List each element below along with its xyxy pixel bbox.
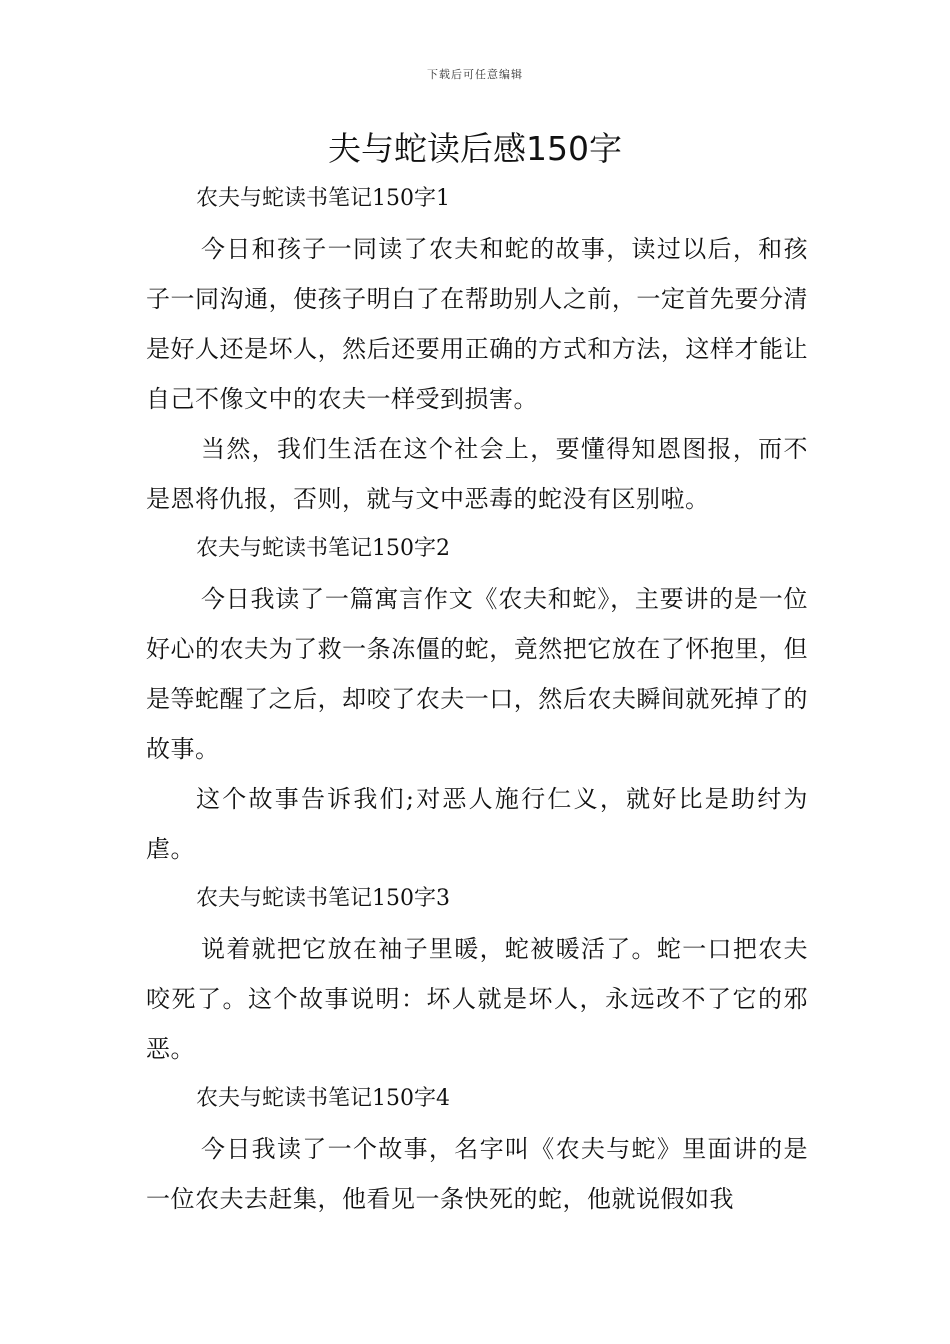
header-note: 下载后可任意编辑 xyxy=(427,68,523,81)
paragraph: 今日我读了一个故事，名字叫《农夫与蛇》里面讲的是一位农夫去赶集，他看见一条快死的蛇，他就说假如我 xyxy=(146,1135,808,1213)
paragraph: 今日和孩子一同读了农夫和蛇的故事，读过以后，和孩子一同沟通，使孩子明白了在帮助别人之前，一定首先要分清是好人还是坏人，然后还要用正确的方式和方法，这样才能让自己不像文中的农夫一样受到损害。 xyxy=(146,235,808,413)
paragraph: 这个故事告诉我们;对恶人施行仁义，就好比是助纣为虐。 xyxy=(146,785,808,863)
section-heading: 农夫与蛇读书笔记150字2 xyxy=(196,536,450,561)
document-body xyxy=(146,174,808,1224)
page-title: 夫与蛇读后感150字 xyxy=(328,129,622,168)
paragraph: 说着就把它放在袖子里暖，蛇被暖活了。蛇一口把农夫咬死了。这个故事说明：坏人就是坏人，永远改不了它的邪恶。 xyxy=(146,935,808,1063)
section-heading: 农夫与蛇读书笔记150字4 xyxy=(196,1086,450,1111)
section-heading: 农夫与蛇读书笔记150字1 xyxy=(196,186,450,211)
paragraph: 当然，我们生活在这个社会上，要懂得知恩图报，而不是恩将仇报，否则，就与文中恶毒的蛇没有区别啦。 xyxy=(146,435,808,513)
section-heading: 农夫与蛇读书笔记150字3 xyxy=(196,886,450,911)
paragraph: 今日我读了一篇寓言作文《农夫和蛇》，主要讲的是一位好心的农夫为了救一条冻僵的蛇，竟然把它放在了怀抱里，但是等蛇醒了之后，却咬了农夫一口，然后农夫瞬间就死掉了的故事。 xyxy=(146,585,808,763)
